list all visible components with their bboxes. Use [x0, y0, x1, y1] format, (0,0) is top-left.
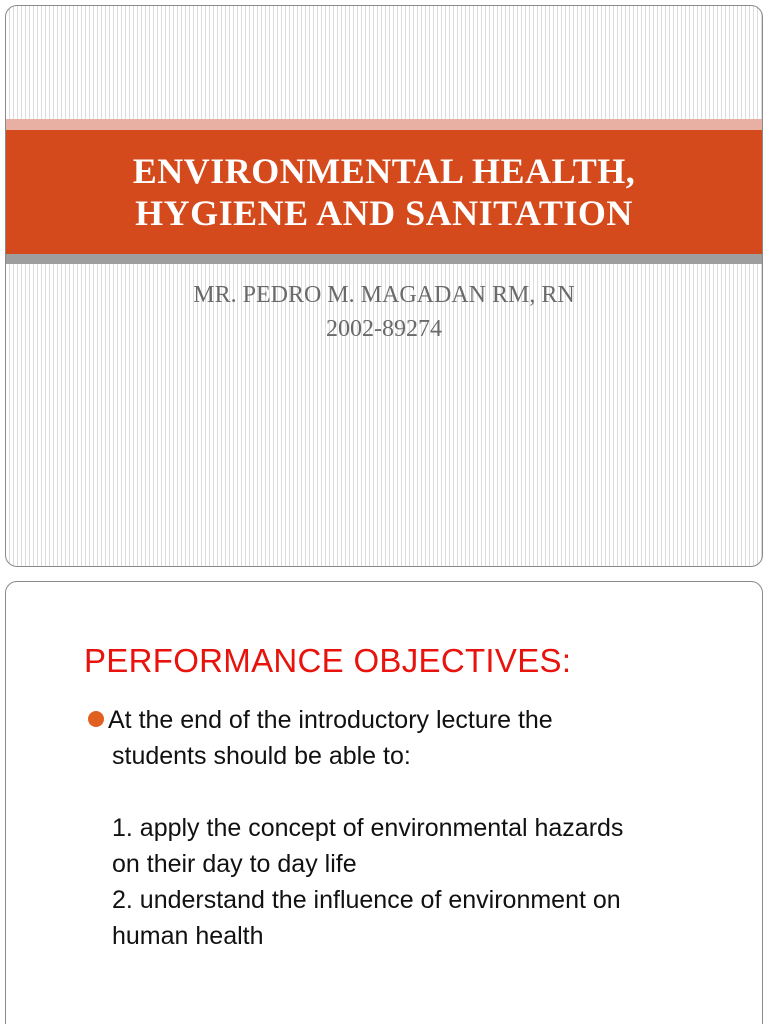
objective-2-line-1: 2. understand the influence of environment on	[112, 886, 621, 914]
objective-1-line-1: 1. apply the concept of environmental hazards	[112, 814, 624, 842]
objectives-body	[108, 702, 748, 954]
objectives-heading: PERFORMANCE OBJECTIVES:	[84, 642, 572, 679]
objectives-slide	[5, 581, 763, 1024]
objective-2-line-2: human health	[112, 922, 264, 950]
title-top-stripe	[6, 119, 762, 130]
slide-title	[133, 150, 636, 234]
bullet-text-line-2: students should be able to:	[112, 742, 411, 770]
title-slide	[5, 5, 763, 567]
slide-title-line-1: ENVIRONMENTAL HEALTH,	[132, 151, 636, 191]
objective-1-line-2: on their day to day life	[112, 850, 357, 878]
bullet-icon	[88, 711, 104, 727]
title-bottom-stripe	[6, 254, 762, 264]
slide-subtitle	[6, 278, 762, 346]
title-band	[6, 130, 762, 254]
paragraph-gap	[108, 774, 748, 810]
id-number: 2002-89274	[326, 316, 442, 342]
slide-title-line-2: HYGIENE AND SANITATION	[135, 193, 633, 233]
bullet-text-line-1: At the end of the introductory lecture the	[108, 706, 553, 734]
author-name: MR. PEDRO M. MAGADAN RM, RN	[193, 282, 575, 308]
